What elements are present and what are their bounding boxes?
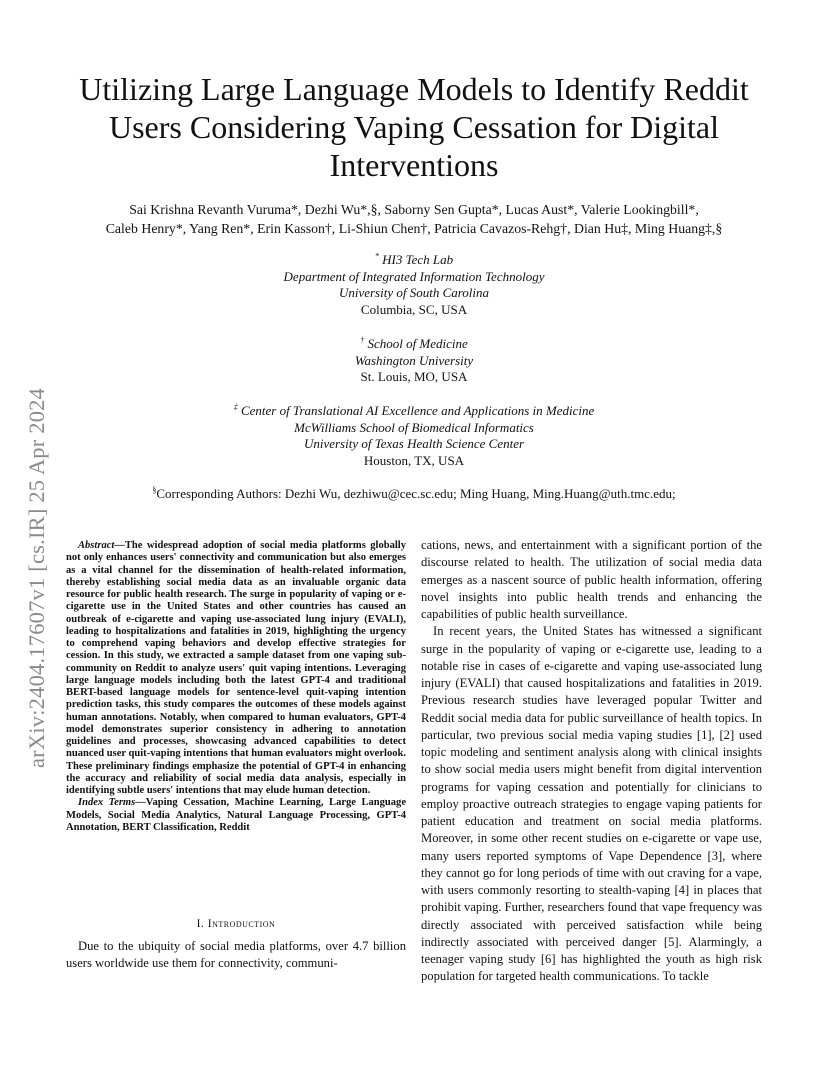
affiliation-line: HI3 Tech Lab (382, 252, 454, 267)
affiliation-washington-university (100, 336, 728, 386)
abstract-text: The widespread adoption of social media platforms globally not only enhances users' connectivity and communication but also emerges as a vital channel for the dissemination of health-related information, thereby establishing social media data as an invaluable organic data resource for public health research. The surge in popularity of vaping or e-cigarette use in the United States and other countries has caused an outbreak of e-cigarette and vaping use-associated lung injury (EVALI), leading to hospitalizations and fatalities in 2019, highlighting the urgency to comprehend vaping behaviors and develop effective strategies for cession. In this study, we extracted a sample dataset from one vaping sub-community on Reddit to analyze users' quit vaping intentions. Leveraging large language models including both the latest GPT-4 and traditional BERT-based language models for sentence-level quit-vaping intention prediction tasks, this study compares the outcomes of these models against human annotations. Notably, when compared to human evaluators, GPT-4 model demonstrates superior consistency in adhering to annotation guidelines and processes, showcasing advanced capabilities to detect nuanced user quit-vaping intentions that human evaluators might overlook. These preliminary findings emphasize the potential of GPT-4 in enhancing the accuracy and reliability of social media data analysis, especially in identifying subtle users' intentions that may elude human detection. (66, 540, 406, 796)
affiliation-marker: † (360, 335, 365, 345)
index-terms-text: Vaping Cessation, Machine Learning, Large Language Models, Social Media Analytics, Natural Language Processing, GPT-4 Annotation, BERT Classification, Reddit (66, 797, 406, 833)
section-title: Introduction (207, 918, 276, 930)
affiliation-line: St. Louis, MO, USA (360, 369, 468, 385)
index-terms-label: Index Terms— (78, 797, 146, 809)
corresponding-marker: § (152, 485, 157, 495)
affiliation-line: Washington University (354, 352, 474, 368)
section-heading-introduction (66, 918, 406, 930)
affiliation-uthealth (100, 403, 728, 469)
author-line-1: Sai Krishna Revanth Vuruma*, Dezhi Wu*,§, Saborny Sen Gupta*, Lucas Aust*, Valerie Lookingbill*, (129, 202, 699, 217)
author-list (60, 200, 768, 238)
abstract (66, 540, 406, 797)
affiliation-marker: ‡ (233, 402, 238, 412)
index-terms (66, 797, 406, 834)
affiliation-line: McWilliams School of Biomedical Informatics (294, 419, 534, 435)
affiliation-marker: * (374, 251, 379, 261)
abstract-column (66, 540, 406, 834)
intro-paragraph-1-continued: cations, news, and entertainment with a significant portion of the discourse related to health. The utilization of social media data emerges as a nascent source of public health information, offering novel insights into public health trends and enhancing the capabilities of public health surveillance. (421, 538, 762, 621)
affiliation-line: Department of Integrated Information Technology (283, 268, 545, 284)
affiliation-line: School of Medicine (367, 336, 468, 351)
section-number: I. (196, 918, 205, 930)
corresponding-authors (60, 486, 768, 502)
affiliation-line: Columbia, SC, USA (360, 301, 468, 317)
affiliation-line: Center of Translational AI Excellence and Applications in Medicine (240, 403, 595, 418)
right-column (421, 537, 762, 986)
affiliation-line: University of South Carolina (338, 285, 490, 301)
intro-paragraph-2: In recent years, the United States has witnessed a significant surge in the popularity of vaping or e-cigarette use, leading to a notable rise in cases of e-cigarette and vaping use-associated lung injury (EVALI) that caused hospitalizations and fatalities in 2019. Previous research studies have leveraged popular Twitter and Reddit social media data for public surveillance of health topics. In particular, two previous social media vaping studies [1], [2] used topic modeling and sentiment analysis along with clinical insights to show social media users might benefit from digital intervention programs for vaping cessation and potentially for clinicians to employ proactive outreach strategies to engage vaping patients for patient education and treatment on social media platforms. Moreover, in some other recent studies on e-cigarette or vape use, many users reported symptoms of Vape Dependence [3], where they cannot go for long periods of time with out craving for a vape, with users commonly resorting to stealth-vaping [4] in places that prohibit vaping. Further, researchers found that vape frequency was directly associated with perceived satisfaction while being indirectly associated with perceived danger [5]. Alarmingly, a teenager vaping study [6] has highlighted the youth as high risk population for targeted health communications. To tackle (421, 624, 762, 984)
abstract-label: Abstract— (78, 540, 125, 551)
intro-paragraph-1: Due to the ubiquity of social media platforms, over 4.7 billion users worldwide use them for connectivity, communi- (66, 939, 406, 971)
corresponding-text: Corresponding Authors: Dezhi Wu, dezhiwu@cec.sc.edu; Ming Huang, Ming.Huang@uth.tmc.edu; (156, 486, 676, 501)
affiliation-line: Houston, TX, USA (363, 452, 465, 468)
paper-title: Utilizing Large Language Models to Identify Reddit Users Considering Vaping Cessation for Digital Interventions (79, 71, 749, 183)
affiliation-hi3-lab (100, 252, 728, 318)
author-line-2: Caleb Henry*, Yang Ren*, Erin Kasson†, Li-Shiun Chen†, Patricia Cavazos-Rehg†, Dian Hu‡, Ming Huang‡,§ (105, 221, 723, 236)
affiliation-line: University of Texas Health Science Center (303, 436, 525, 452)
arxiv-identifier-stamp: arXiv:2404.17607v1 [cs.IR] 25 Apr 2024 (24, 387, 49, 768)
